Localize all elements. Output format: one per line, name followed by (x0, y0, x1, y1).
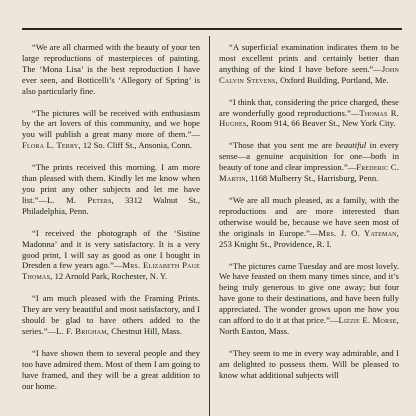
testimonial: “I received the photograph of the ‘Sistine Madonna’ and it is very satisfactory. It is a very good print, I will say as good as one I bought in Dresden a few years ago.”—Mrs. Elizabeth Page Thomas, 12 Arnold Park, Rochester, N. Y. (22, 227, 200, 282)
testimonial-signature: Mrs. J. O. Yateman, (318, 227, 399, 238)
testimonial-signature: Thomas R. Hughes, (219, 107, 399, 129)
testimonial-address: 253 Knight St., Providence, R. I. (219, 238, 332, 249)
testimonial-address: Oxford Building, Portland, Me. (277, 74, 389, 85)
testimonial-address: Room 914, 66 Beaver St., New York City. (248, 118, 396, 129)
testimonial: “I think that, considering the price charged, these are wonderfully good reproductions.”—Thomas R. Hughes, Room 914, 66 Beaver St., New York City. (219, 96, 399, 129)
testimonial: “The pictures came Tuesday and are most lovely. We have feasted on them many times since, and it’s being truly generous to give one away; but four have gone to their destinations, and have been fully appreciated. The wonder grows upon me how you can afford to do it at that price.”—Lizzie E. Morse, North Easton, Mass. (219, 260, 399, 336)
testimonial-signature: Lizzie E. Morse, (338, 315, 399, 326)
testimonial-signature: Flora L. Terry, (22, 140, 81, 151)
testimonial: “I have shown them to several people and they too have admired them. Most of them I am going to have framed, and they will be a great addition to our home. (22, 347, 200, 391)
testimonial: “The prints received this morning. I am more than pleased with them. Kindly let me know when you print any other subjects and let me have list.”—L. M. Peters, 3312 Walnut St., Philadelphia, Penn. (22, 162, 200, 216)
right-column (219, 42, 399, 381)
testimonial: “Those that you sent me are beautiful in every sense—a genuine acquisition for one—both in beauty of tone and clear impression.”—Frederic C. Martin, 1168 Mulberry St., Harrisburg, Penn. (219, 140, 399, 184)
top-rule (22, 28, 402, 30)
testimonial-address: Chestnut Hill, Mass. (109, 325, 182, 336)
testimonial-signature: Frederic C. Martin, (219, 162, 399, 184)
testimonial: “They seem to me in every way admirable, and I am delighted to possess them. Will be pleased to know what additional subjects will (219, 347, 399, 380)
testimonial-address: 12 Arnold Park, Rochester, N. Y. (52, 271, 168, 282)
left-column (22, 42, 200, 391)
testimonial-signature: John Calvin Stevens, (219, 63, 399, 85)
testimonial: “A superficial examination indicates them to be most excellent prints and certainly better than anything of the kind I have before seen.”—John Calvin Stevens, Oxford Building, Portland, Me. (219, 42, 399, 85)
testimonial-address: 12 So. Cliff St., Ansonia, Conn. (80, 140, 193, 151)
testimonial-address: North Easton, Mass. (219, 325, 290, 336)
testimonial-signature: L. M. Peters, (47, 194, 115, 205)
testimonial-address: 3312 Walnut St., Philadelphia, Penn. (22, 194, 200, 216)
testimonial: “I am much pleased with the Framing Prints. They are very beautiful and most satisfactory, and I should be glad to have others added to the series.”—L. F. Brigham, Chestnut Hill, Mass. (22, 293, 200, 336)
testimonial: “The pictures will be received with enthusiasm by the art lovers of this community, and we hope you will publish a great many more of them.”—Flora L. Terry, 12 So. Cliff St., Ansonia, Conn. (22, 107, 200, 151)
column-divider (209, 36, 210, 416)
testimonial-address: 1168 Mulberry St., Harrisburg, Penn. (248, 173, 379, 184)
testimonial: “We are all much pleased, as a family, with the reproductions and are more interested than otherwise would be, because we have seen most of the originals in Europe.”—Mrs. J. O. Yateman, 253 Knight St., Providence, R. I. (219, 194, 399, 249)
testimonial-signature: Mrs. Elizabeth Page Thomas, (22, 260, 200, 282)
testimonial: “We are all charmed with the beauty of your ten large reproductions of masterpieces of painting. The ‘Mona Lisa’ is the best reproduction I have ever seen, and Botticelli’s ‘Allegory of Spring’ is also particularly fine. (22, 42, 200, 96)
testimonial-signature: L. F. Brigham, (56, 325, 110, 336)
